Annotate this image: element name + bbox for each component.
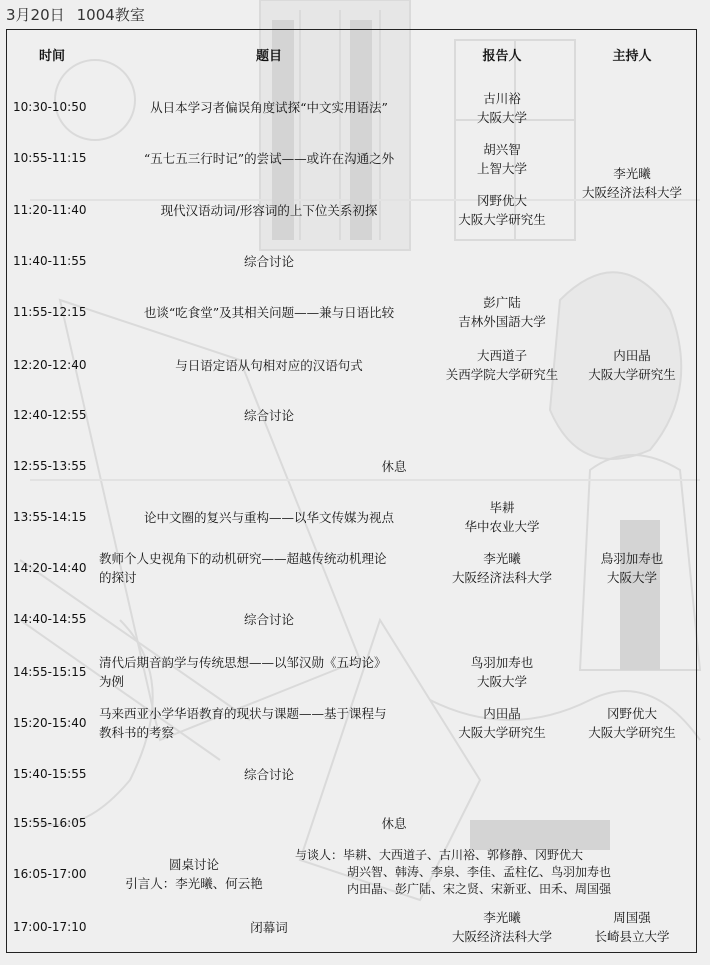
column-header-host: 主持人 — [612, 49, 652, 64]
time-cell: 17:00-17:10 — [13, 920, 87, 934]
host-cell — [572, 704, 692, 742]
title-cell: 也谈“吃食堂”及其相关问题——兼与日语比较 — [143, 305, 395, 320]
time-cell: 14:40-14:55 — [13, 612, 87, 626]
reporter-affiliation: 大阪经济法科大学 — [451, 570, 552, 585]
reporter-name: 大西道子 — [476, 348, 527, 363]
title-cell — [99, 653, 439, 691]
roundtable-label: 圆桌讨论 — [168, 857, 219, 872]
reporter-name: 古川裕 — [483, 91, 521, 106]
reporter-affiliation: 大阪大学研究生 — [458, 212, 546, 227]
reporter-cell — [437, 549, 567, 587]
title-line: 教师个人史视角下的动机研究——超越传统动机理论 — [99, 551, 387, 566]
time-cell: 14:55-15:15 — [13, 665, 87, 679]
title-cell: 与日语定语从句相对应的汉语句式 — [175, 358, 363, 373]
title-line: 马来西亚小学华语教育的现状与课题——基于课程与 — [99, 706, 387, 721]
room-label: 1004教室 — [76, 6, 145, 24]
host-name: 李光曦 — [613, 166, 651, 181]
time-cell: 15:55-16:05 — [13, 816, 87, 830]
column-header-reporter: 报告人 — [482, 49, 522, 64]
reporter-cell — [437, 89, 567, 127]
roundtable-introducer: 引言人：李光曦、何云艳 — [125, 876, 263, 891]
reporter-affiliation: 大阪大学 — [476, 110, 527, 125]
reporter-name: 冈野优大 — [476, 193, 527, 208]
host-affiliation: 大阪大学研究生 — [588, 725, 676, 740]
schedule-table — [6, 29, 697, 953]
reporter-name: 李光曦 — [483, 910, 521, 925]
column-header-title: 题目 — [255, 49, 282, 64]
title-cell: 从日本学习者偏误角度试探“中文实用语法” — [150, 100, 388, 115]
title-cell: 论中文圈的复兴与重构——以华文传媒为视点 — [143, 510, 394, 525]
time-cell: 11:55-12:15 — [13, 305, 87, 319]
reporter-cell — [437, 293, 567, 331]
title-cell: 闭幕词 — [250, 920, 288, 935]
time-cell: 14:20-14:40 — [13, 561, 87, 575]
host-name: 鳥羽加寿也 — [600, 551, 664, 566]
time-cell: 12:40-12:55 — [13, 408, 87, 422]
time-cell: 10:55-11:15 — [13, 151, 87, 165]
time-cell: 15:20-15:40 — [13, 716, 87, 730]
title-cell — [99, 549, 439, 587]
time-cell: 12:55-13:55 — [13, 459, 87, 473]
reporter-name: 胡兴智 — [483, 142, 521, 157]
reporter-name: 鸟羽加寿也 — [470, 655, 534, 670]
host-affiliation: 大阪大学研究生 — [588, 367, 676, 382]
reporter-affiliation: 大阪大学 — [476, 674, 527, 689]
roundtable-participants — [295, 847, 695, 898]
time-cell: 13:55-14:15 — [13, 510, 87, 524]
title-cell: 现代汉语动词/形容词的上下位关系初探 — [160, 203, 378, 218]
host-cell — [572, 164, 692, 202]
time-cell: 15:40-15:55 — [13, 767, 87, 781]
participants-line: 内田晶、彭广陆、宋之贤、宋新亚、田禾、周国强 — [347, 882, 612, 896]
discussion-label: 综合讨论 — [243, 408, 294, 423]
host-name: 周国强 — [613, 910, 651, 925]
discussion-label: 综合讨论 — [243, 767, 294, 782]
reporter-cell — [437, 704, 567, 742]
column-header-time: 时间 — [38, 49, 65, 64]
host-affiliation: 大阪经济法科大学 — [581, 185, 682, 200]
host-name: 冈野优大 — [606, 706, 657, 721]
reporter-cell — [437, 498, 567, 536]
reporter-cell — [437, 191, 567, 229]
host-cell — [572, 908, 692, 946]
host-affiliation: 长崎县立大学 — [594, 929, 670, 944]
reporter-affiliation: 关西学院大学研究生 — [445, 367, 559, 382]
participants-line: 胡兴智、韩涛、李泉、李佳、孟柱亿、鸟羽加寿也 — [347, 865, 612, 879]
reporter-cell — [437, 908, 567, 946]
host-affiliation: 大阪大学 — [606, 570, 657, 585]
reporter-cell — [437, 346, 567, 384]
date-label: 3月20日 — [6, 6, 65, 24]
reporter-name: 李光曦 — [483, 551, 521, 566]
reporter-affiliation: 大阪经济法科大学 — [451, 929, 552, 944]
title-line: 的探讨 — [99, 570, 137, 585]
reporter-cell — [437, 140, 567, 178]
participants-line: 与谈人：毕耕、大西道子、古川裕、郭修静、冈野优大 — [295, 848, 584, 862]
time-cell: 11:20-11:40 — [13, 203, 87, 217]
reporter-name: 彭广陆 — [483, 295, 521, 310]
title-cell: “五七五三行时记”的尝试——或许在沟通之外 — [143, 151, 395, 166]
title-line: 教科书的考察 — [99, 725, 175, 740]
time-cell: 16:05-17:00 — [13, 867, 87, 881]
time-cell: 12:20-12:40 — [13, 358, 87, 372]
title-line: 清代后期音韵学与传统思想——以邹汉勋《五均论》 — [99, 655, 387, 670]
reporter-cell — [437, 653, 567, 691]
time-cell: 11:40-11:55 — [13, 254, 87, 268]
title-cell — [99, 704, 439, 742]
break-label: 休息 — [381, 816, 407, 831]
reporter-affiliation: 大阪大学研究生 — [458, 725, 546, 740]
host-cell — [572, 346, 692, 384]
title-line: 为例 — [99, 674, 125, 689]
discussion-label: 综合讨论 — [243, 612, 294, 627]
reporter-name: 毕耕 — [489, 500, 515, 515]
reporter-affiliation: 华中农业大学 — [464, 519, 540, 534]
page-header — [6, 4, 145, 25]
discussion-label: 综合讨论 — [243, 254, 294, 269]
reporter-affiliation: 上智大学 — [476, 161, 527, 176]
reporter-affiliation: 吉林外国語大学 — [458, 314, 546, 329]
time-cell: 10:30-10:50 — [13, 100, 87, 114]
reporter-name: 内田晶 — [483, 706, 521, 721]
break-label: 休息 — [381, 459, 407, 474]
host-cell — [572, 549, 692, 587]
roundtable-cell — [99, 855, 289, 893]
host-name: 内田晶 — [613, 348, 651, 363]
